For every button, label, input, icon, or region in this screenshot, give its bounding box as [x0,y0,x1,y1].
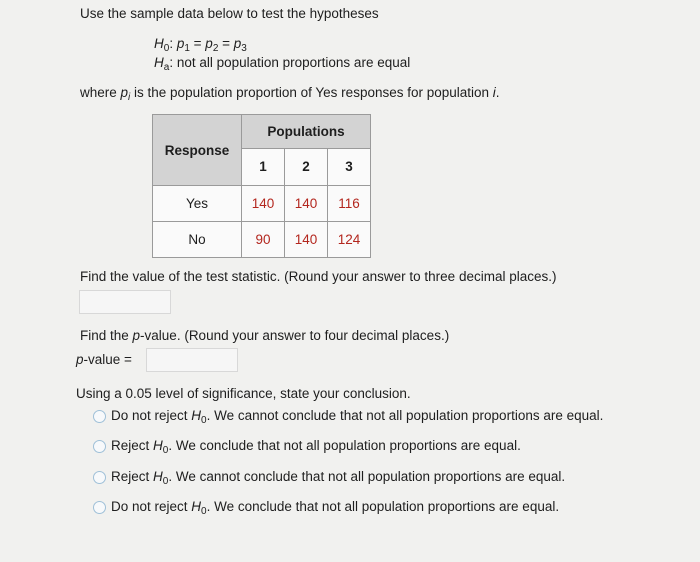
column-header: 2 [285,148,328,185]
table-cell: 140 [285,186,328,222]
null-hypothesis: $H_0$: $p_1 = p_2 = p_3$ [154,36,247,54]
column-header: 3 [328,148,371,185]
row-label-yes: Yes [153,186,242,222]
table-cell: 90 [242,222,285,258]
table-cell: 116 [328,186,371,222]
option-label-1[interactable]: Do not reject $H_0$. We cannot conclude that not all population proportions are equal. [111,408,604,426]
table-cell: 124 [328,222,371,258]
conclusion-question: Using a 0.05 level of significance, state your conclusion. [76,386,411,401]
option-radio-1[interactable] [93,410,106,423]
p-value-question: Find the p-value. (Round your answer to four decimal places.) [80,328,450,343]
response-header: Response [153,115,242,186]
table-cell: 140 [285,222,328,258]
option-radio-4[interactable] [93,501,106,514]
test-statistic-question: Find the value of the test statistic. (Round your answer to three decimal places.) [80,269,557,284]
option-label-2[interactable]: Reject $H_0$. We conclude that not all population proportions are equal. [111,438,521,456]
table-cell: 140 [242,186,285,222]
option-radio-3[interactable] [93,471,106,484]
alternative-hypothesis: $H_a$: not all population proportions are equal [154,55,411,73]
p-value-input[interactable] [146,348,238,372]
where-text: where $p_i$ is the population proportion of Yes responses for population i. [80,85,500,103]
row-label-no: No [153,222,242,258]
contingency-table [152,114,371,258]
populations-header: Populations [242,115,371,149]
option-radio-2[interactable] [93,440,106,453]
column-header: 1 [242,148,285,185]
option-label-3[interactable]: Reject $H_0$. We cannot conclude that not all population proportions are equal. [111,469,566,487]
intro-text: Use the sample data below to test the hypotheses [80,6,379,21]
test-statistic-input[interactable] [79,290,171,314]
p-value-label: p-value = [76,352,132,367]
option-label-4[interactable]: Do not reject $H_0$. We conclude that not all population proportions are equal. [111,499,560,517]
